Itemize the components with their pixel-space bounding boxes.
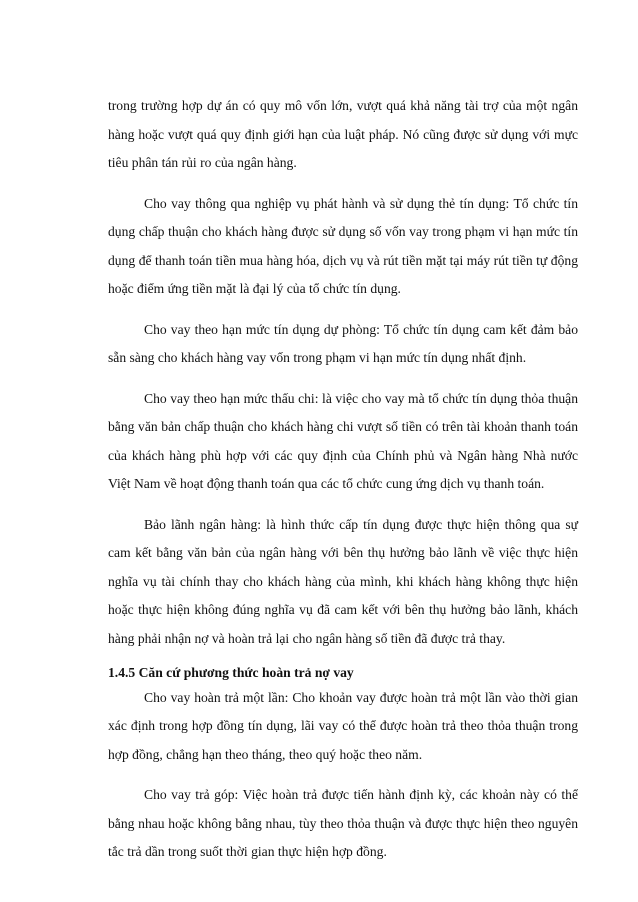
paragraph-overdraft-lending: Cho vay theo hạn mức thấu chi: là việc cho vay mà tổ chức tín dụng thỏa thuận bằng văn bản chấp thuận cho khách hàng chi vượt số tiền có trên tài khoản thanh toán của khách hàng phù hợp với các quy định của Chính phủ và Ngân hàng Nhà nước Việt Nam về hoạt động thanh toán qua các tổ chức cung ứng dịch vụ thanh toán. xyxy=(108,390,578,491)
paragraph-continuation: trong trường hợp dự án có quy mô vốn lớn, vượt quá khả năng tài trợ của một ngân hàng hoặc vượt quá quy định giới hạn của luật pháp. Nó cũng được sử dụng với mực tiêu phân tán rủi ro của ngân hàng. xyxy=(108,98,578,170)
document-page xyxy=(108,92,578,879)
paragraph-standby-credit-line: Cho vay theo hạn mức tín dụng dự phòng: Tổ chức tín dụng cam kết đảm bảo sẵn sàng cho khách hàng vay vốn trong phạm vi hạn mức tín dụng nhất định. xyxy=(108,321,578,365)
paragraph-installment-repayment: Cho vay trả góp: Việc hoàn trả được tiến hành định kỳ, các khoản này có thể bằng nhau hoặc không bằng nhau, tùy theo thỏa thuận và được thực hiện theo nguyên tắc trả dần trong suốt thời gian thực hiện hợp đồng. xyxy=(108,787,578,859)
section-heading: 1.4.5 Căn cứ phương thức hoàn trả nợ vay xyxy=(108,665,354,680)
paragraph-lump-sum-repayment: Cho vay hoàn trả một lần: Cho khoản vay được hoàn trả một lần vào thời gian xác định trong hợp đồng tín dụng, lãi vay có thể được hoàn trả theo thỏa thuận trong hợp đồng, chẳng hạn theo tháng, theo quý hoặc theo năm. xyxy=(108,689,578,762)
paragraph-bank-guarantee: Bảo lãnh ngân hàng: là hình thức cấp tín dụng được thực hiện thông qua sự cam kết bằng văn bản của ngân hàng với bên thụ hưởng bảo lãnh về việc thực hiện nghĩa vụ tài chính thay cho khách hàng của mình, khi khách hàng không thực hiện hoặc thực hiện không đúng nghĩa vụ đã cam kết với bên thụ hưởng bảo lãnh, khách hàng phải nhận nợ và hoàn trả lại cho ngân hàng số tiền đã được trả thay. xyxy=(108,516,578,646)
paragraph-credit-card-lending: Cho vay thông qua nghiệp vụ phát hành và sử dụng thẻ tín dụng: Tổ chức tín dụng chấp thuận cho khách hàng được sử dụng số vốn vay trong phạm vi hạn mức tín dụng để thanh toán tiền mua hàng hóa, dịch vụ và rút tiền mặt tại máy rút tiền tự động hoặc điểm ứng tiền mặt là đại lý của tổ chức tín dụng. xyxy=(108,195,578,296)
